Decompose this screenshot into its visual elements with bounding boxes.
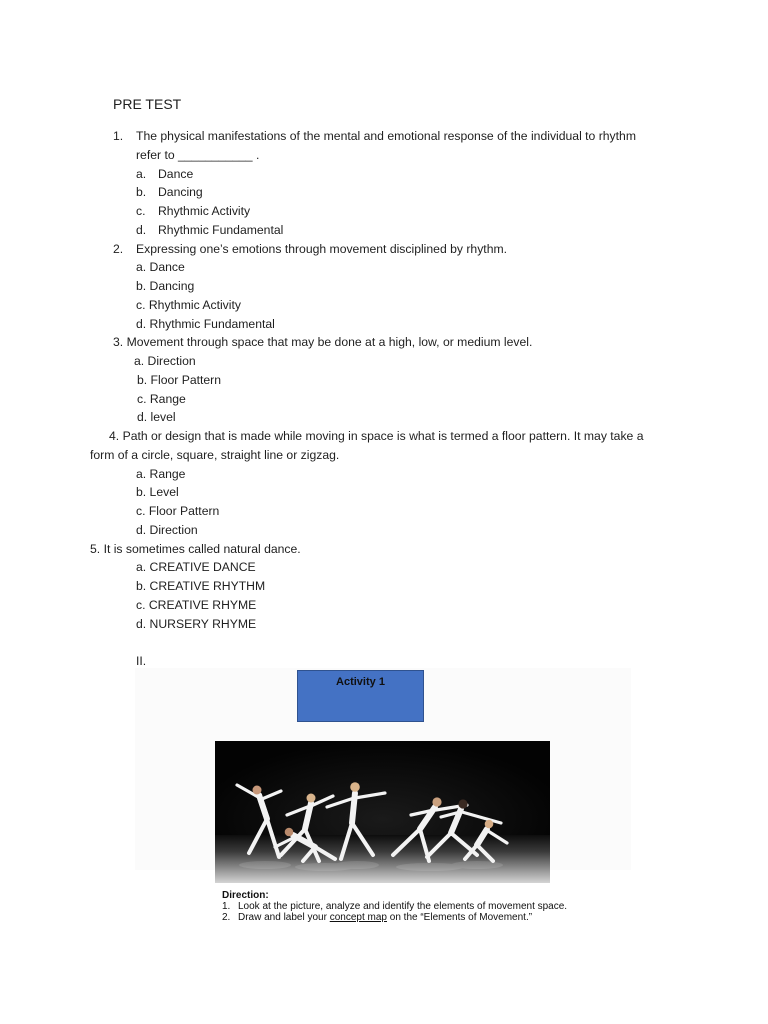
step-text: Look at the picture, analyze and identify the elements of movement space.	[238, 901, 568, 912]
choice-b	[0, 183, 768, 202]
choice-letter: c.	[136, 204, 146, 218]
choice-b: b. Dancing	[136, 279, 195, 293]
direction-label: Direction:	[222, 890, 269, 901]
choice-letter: b.	[136, 185, 147, 200]
question-number: 2.	[113, 241, 124, 256]
direction-block	[222, 890, 567, 923]
choice-d	[0, 221, 768, 240]
choice-c: c. Range	[137, 391, 186, 406]
question-2	[0, 240, 768, 259]
question-3	[0, 333, 768, 352]
choice-text: Dance	[158, 166, 194, 181]
choice-letter: d.	[136, 222, 147, 237]
question-text: Movement through space that may be done at a high, low, or medium level.	[126, 335, 533, 350]
choice-d: d. Direction	[136, 522, 198, 537]
question-number: 1.	[113, 129, 124, 143]
choice-d: d. NURSERY RHYME	[136, 616, 257, 631]
step-number: 1.	[222, 901, 231, 912]
direction-step-2	[222, 912, 567, 923]
choice-a	[0, 165, 768, 184]
choice-c: c. Floor Pattern	[136, 504, 220, 518]
section-two-label: II.	[136, 654, 147, 668]
choice-text: Dancing	[158, 185, 203, 200]
concept-map-link: concept map	[329, 912, 387, 923]
choice-a: a. Range	[136, 466, 186, 481]
choice-letter: a.	[136, 166, 147, 181]
step-text: Draw and label your	[238, 912, 330, 923]
question-number: 5.	[90, 541, 101, 556]
question-text-continued: refer to ___________ .	[136, 147, 260, 162]
activity-1-box	[297, 670, 424, 722]
blank-line	[0, 633, 768, 652]
question-text-continued: form of a circle, square, straight line or zigzag.	[90, 447, 340, 462]
activity-title: Activity 1	[336, 676, 385, 688]
question-number: 3.	[113, 335, 124, 350]
dancers-photo-image	[215, 741, 550, 883]
question-4	[0, 427, 768, 446]
dancers-photo	[215, 741, 550, 883]
question-text: Expressing one’s emotions through movement disciplined by rhythm.	[136, 241, 508, 256]
question-text: It is sometimes called natural dance.	[103, 541, 301, 556]
choice-text: Rhythmic Fundamental	[158, 222, 284, 237]
page-title: PRE TEST	[113, 96, 182, 112]
question-5	[0, 540, 768, 559]
choice-c: c. Rhythmic Activity	[136, 297, 241, 312]
question-text: Path or design that is made while moving in space is what is termed a floor pattern. It may take a	[122, 429, 644, 443]
step-number: 2.	[222, 912, 231, 923]
choice-a: a. Dance	[136, 260, 185, 275]
choice-a: a. Direction	[134, 354, 196, 368]
choice-a: a. CREATIVE DANCE	[136, 560, 256, 575]
choice-b: b. Level	[136, 485, 179, 500]
choice-text: Rhythmic Activity	[158, 204, 251, 218]
question-1	[0, 127, 768, 146]
choice-b: b. Floor Pattern	[137, 372, 221, 387]
direction-step-1	[222, 901, 567, 912]
question-number: 4.	[109, 429, 120, 443]
question-text: The physical manifestations of the mental and emotional response of the individual to rhythm	[136, 129, 636, 143]
choice-c: c. CREATIVE RHYME	[136, 597, 257, 612]
step-text-end: on the “Elements of Movement.”	[386, 912, 533, 923]
choice-d: d. level	[137, 410, 176, 425]
question-list	[0, 127, 768, 671]
choice-b: b. CREATIVE RHYTHM	[136, 579, 266, 593]
choice-d: d. Rhythmic Fundamental	[136, 316, 275, 331]
choice-c	[0, 202, 768, 221]
